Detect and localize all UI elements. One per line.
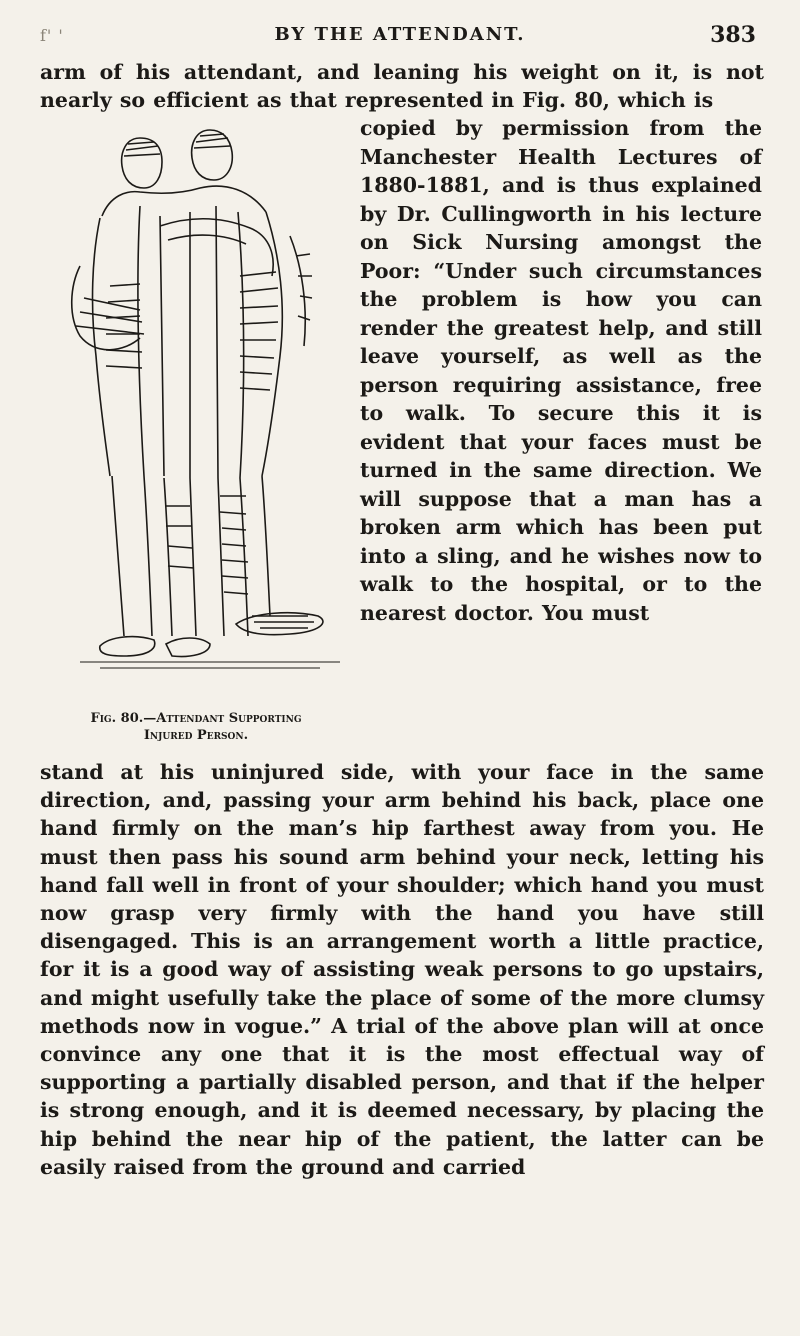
continuation-text: stand at his uninjured side, with your face in the same direction, and, passing your arm behind his back, place one hand firmly on the man’s hip farthest away from you. He must then pass his sound arm behind your neck, letting his hand fall well in front of your shoulder; which hand you must now grasp very firmly with the hand you have still disengaged. This is an arrangement worth a little practice, for it is a good way of assisting weak persons to go upstairs, and might usefully take the place of some of the more clumsy methods now in vogue.” A trial of the above plan will at once convince any one that it is the most effectual way of supporting a partially disabled person, and that if the helper is strong enough, and it is deemed necessary, by placing the hip behind the near hip of the patient, the latter can be easily raised from the ground and carried bbox=[40, 760, 764, 1179]
continuation-paragraph bbox=[40, 758, 764, 1181]
running-header bbox=[40, 18, 760, 52]
figure-caption bbox=[40, 710, 352, 744]
intro-text: arm of his attendant, and leaning his weight on it, is not nearly so efficient as that represented in Fig. 80, which is bbox=[40, 60, 764, 113]
header-marks: f' ' bbox=[40, 26, 64, 45]
engraving-illustration bbox=[40, 116, 352, 726]
intro-paragraph bbox=[40, 58, 764, 114]
side-paragraph bbox=[360, 114, 762, 627]
side-text: copied by permission from the Manchester Health Lectures of 1880-1881, and is thus explained by Dr. Cullingworth in his lecture on Sick Nursing amongst the Poor: “Under such circumstances the problem is how you can render the greatest help, and still leave yourself, as well as the person requiring assistance, free to walk. To secure this it is evident that your faces must be turned in the same direction. We will suppose that a man has a broken arm which has been put into a sling, and he wishes now to walk to the hospital, or to the nearest doctor. You must bbox=[360, 116, 762, 625]
caption-line-1: Fig. 80.—Attendant Supporting bbox=[90, 711, 302, 726]
engraving-figures bbox=[72, 130, 340, 668]
caption-line-2: Injured Person. bbox=[143, 728, 249, 743]
running-title: BY THE ATTENDANT. bbox=[274, 24, 526, 45]
page-number: 383 bbox=[710, 22, 756, 48]
figure-80 bbox=[40, 116, 352, 756]
